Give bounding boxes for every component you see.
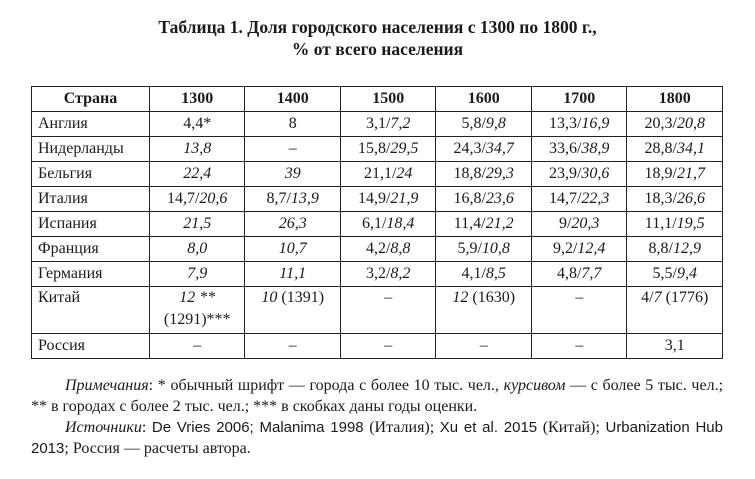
value-text: 11,4/ [453,215,486,232]
header-country: Страна [32,87,150,112]
value-text: 18,4 [386,215,415,232]
sources-refs-2: Xu et al. 2015 [439,419,538,436]
urban-population-table [31,86,723,359]
value-text: 4,4* [183,115,212,132]
value-text: 33,6/ [548,140,582,157]
value-text: 10 [261,289,278,306]
value-text: 21,5 [183,215,212,232]
value-text: – [479,337,488,354]
sources-paragraph [31,417,723,459]
value-text: 8,7/ [266,190,291,207]
value-cell [149,137,245,162]
value-text: 9,4 [676,265,697,282]
header-1700: 1700 [531,87,627,112]
value-cell [531,212,627,237]
value-text: 5,8/ [461,115,486,132]
country-cell: Бельгия [32,162,150,187]
value-text: 29,3 [485,165,514,182]
value-cell [245,287,340,334]
country-cell: Китай [32,287,150,334]
value-text: 4,8/ [556,265,582,282]
title-line-2: % от всего населения [291,39,464,59]
notes-label: Примечания [65,377,149,394]
value-text: 8,5 [485,265,506,282]
value-cell [531,334,627,359]
value-cell [627,287,723,334]
value-cell [340,287,436,334]
value-cell [436,287,532,334]
value-cell [149,237,245,262]
value-text: 21,9 [390,190,419,207]
value-cell [627,137,723,162]
value-text: 23,9/ [548,165,582,182]
value-cell [149,287,245,334]
value-text: 3,1 [664,337,685,354]
value-cell [436,112,532,137]
value-cell [149,262,245,287]
value-cell [340,187,436,212]
table-row [32,112,723,137]
value-text: 22,3 [581,190,610,207]
value-text: 26,3 [278,215,307,232]
value-text: 8,2 [390,265,411,282]
value-text: 9,8 [485,115,506,132]
value-cell [436,212,532,237]
value-text: 20,3/ [644,115,677,132]
value-cell [245,187,340,212]
value-cell [245,262,340,287]
value-text: 24 [396,165,413,182]
country-cell: Нидерланды [32,137,150,162]
value-text: 24,3/ [453,140,486,157]
value-text: – [193,337,202,354]
value-text: (1630) [468,289,516,306]
table-row [32,137,723,162]
sources-text-3: (Китай); [537,419,606,436]
value-text: 10,8 [481,240,510,257]
value-text: 3,2/ [365,265,391,282]
value-text: 21,2 [485,215,514,232]
country-cell: Англия [32,112,150,137]
value-cell [340,212,436,237]
country-cell: Италия [32,187,150,212]
value-text: 20,3 [571,215,600,232]
value-cell [245,137,340,162]
value-text: 13,3/ [548,115,582,132]
value-cell [149,112,245,137]
value-text: 8,8/ [648,240,673,257]
table-row [32,212,723,237]
value-text: 4,2/ [365,240,391,257]
value-cell [436,162,532,187]
country-cell: Испания [32,212,150,237]
value-cell [149,212,245,237]
value-text: 13,9 [290,190,319,207]
value-text: 21,7 [676,165,705,182]
value-text: 13,8 [183,140,212,157]
value-cell [340,112,436,137]
value-text: 28,8/ [644,140,677,157]
value-text: 12 [452,289,469,306]
value-cell [245,334,340,359]
value-text: 23,6 [485,190,514,207]
value-text: – [384,289,393,306]
table-row [32,187,723,212]
value-text: – [384,337,393,354]
header-1800: 1800 [627,87,723,112]
notes-text-2: — с более 5 тыс. чел.; ** в городах с более 2 тыс. чел.; *** в скобках даны годы оценки. [31,377,724,415]
value-text: 7,9 [187,265,208,282]
value-text: 20,8 [676,115,705,132]
value-text: 34,1 [676,140,705,157]
value-text: 34,7 [485,140,514,157]
sources-label: Источники [65,419,142,436]
header-1400: 1400 [245,87,340,112]
value-text: 5,5/ [652,265,677,282]
value-text: 7,2 [390,115,411,132]
value-cell [340,162,436,187]
value-text: – [288,140,297,157]
value-cell [436,334,532,359]
value-cell [531,287,627,334]
value-text: 8,0 [187,240,208,257]
value-text: 16,8/ [453,190,486,207]
title-line-1: Таблица 1. Доля городского населения с 1300 по 1800 г., [158,17,597,37]
value-text: – [575,289,584,306]
header-1300: 1300 [149,87,245,112]
notes-paragraph [31,375,723,417]
value-cell [245,112,340,137]
country-cell: Франция [32,237,150,262]
notes-text-1: : * обычный шрифт — города с более 10 тыс. чел., [148,377,504,394]
value-text: 14,7/ [166,190,200,207]
value-text: 10,7 [278,240,307,257]
value-text: 7 [653,289,662,306]
value-text: 8,8 [390,240,411,257]
value-cell [627,334,723,359]
value-text: 11,1 [279,265,307,282]
value-text: – [575,337,584,354]
value-text: 18,9/ [644,165,677,182]
value-text: 11,1/ [644,215,677,232]
value-cell [627,112,723,137]
value-cell [436,237,532,262]
sources-refs-1: De Vries 2006; Malanima 1998 [151,419,364,436]
value-text: 12 ** [179,289,216,306]
value-text: (1776) [661,289,709,306]
value-cell [245,237,340,262]
value-text: 14,7/ [548,190,582,207]
value-text: 5,9/ [457,240,482,257]
value-text: 22,4 [183,165,212,182]
value-cell [436,262,532,287]
value-text: 9,2/ [552,240,578,257]
value-cell [531,137,627,162]
value-text: 16,9 [581,115,610,132]
value-cell [245,212,340,237]
table-row [32,162,723,187]
value-cell [340,237,436,262]
value-cell [149,334,245,359]
value-text: 19,5 [676,215,705,232]
value-cell [245,162,340,187]
value-text: 18,3/ [644,190,677,207]
value-text: 30,6 [581,165,610,182]
value-cell [531,162,627,187]
value-cell [531,112,627,137]
value-text: 21,1/ [363,165,397,182]
value-cell [627,262,723,287]
notes-italic-word: курсивом [503,377,566,394]
sources-text-1: : [141,419,152,436]
value-text: 38,9 [581,140,610,157]
value-cell [340,137,436,162]
table-row [32,262,723,287]
value-text: (1391) [277,289,325,306]
value-text: 12,9 [672,240,701,257]
value-text: 15,8/ [357,140,391,157]
header-1600: 1600 [436,87,532,112]
value-cell [531,262,627,287]
value-cell [531,237,627,262]
value-text: 7,7 [581,265,602,282]
value-cell [627,212,723,237]
value-text: 18,8/ [453,165,486,182]
value-cell [627,237,723,262]
value-cell [340,262,436,287]
value-text: 29,5 [390,140,419,157]
sources-text-4: ; Россия — расчеты автора. [64,440,251,457]
value-cell [531,187,627,212]
value-text: 39 [284,165,301,182]
value-text: 20,6 [199,190,228,207]
country-cell: Россия [32,334,150,359]
value-text: 4/ [641,289,654,306]
table-title [0,16,755,60]
value-cell [436,187,532,212]
value-text: – [288,337,297,354]
table-body [32,112,723,359]
table-row [32,334,723,359]
value-cell [340,334,436,359]
value-text: 26,6 [676,190,705,207]
value-cell [436,137,532,162]
value-text: 6,1/ [361,215,387,232]
table-row [32,287,723,334]
sources-refs-3: Urbanization Hub 2013 [31,419,723,457]
value-text: 12,4 [577,240,606,257]
value-text: 4,1/ [461,265,486,282]
value-text: 9/ [558,215,572,232]
value-text: (1291)*** [163,311,231,328]
value-cell [149,162,245,187]
header-1500: 1500 [340,87,436,112]
value-cell [627,162,723,187]
value-cell [149,187,245,212]
sources-text-2: (Италия); [363,419,440,436]
table-row [32,237,723,262]
country-cell: Германия [32,262,150,287]
value-text: 3,1/ [365,115,391,132]
value-cell [627,187,723,212]
value-text: 14,9/ [357,190,391,207]
table-header-row [32,87,723,112]
value-text: 8 [288,115,297,132]
notes-block [31,375,723,459]
